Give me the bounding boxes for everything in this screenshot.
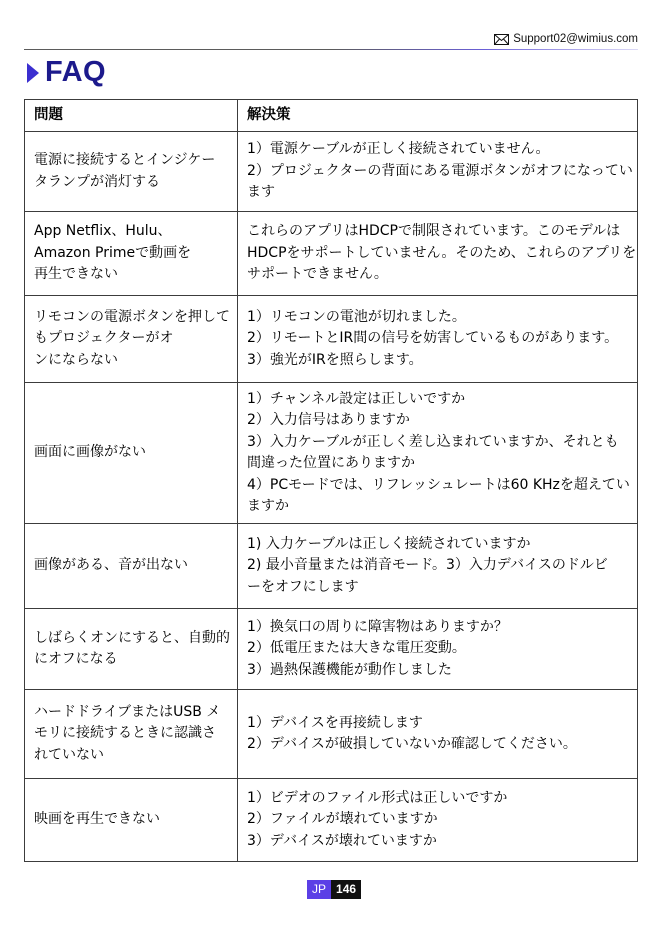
table-row <box>25 383 638 524</box>
problem-cell <box>25 524 238 609</box>
solution-line: 1）リモコンの電池が切れました。 <box>247 308 466 325</box>
solution-cell <box>238 609 638 690</box>
problem-line: ハードドライブまたはUSB メ <box>34 703 221 720</box>
solution-cell <box>238 212 638 296</box>
column-header-problem: 問題 <box>25 100 238 132</box>
triangle-right-icon <box>26 62 40 84</box>
problem-cell <box>25 132 238 212</box>
solution-line: 間違った位置にありますか <box>247 455 415 471</box>
problem-line: 画面に画像がない <box>34 444 146 461</box>
table-row <box>25 690 638 779</box>
solution-line: HDCPをサポートしていません。そのため、これらのアプリを <box>247 244 637 261</box>
problem-cell <box>25 296 238 383</box>
problem-line: 映画を再生できない <box>34 811 160 828</box>
solution-line: 4）PCモードでは、リフレッシュレートは60 KHzを超えてい <box>247 476 630 493</box>
problem-line: しばらくオンにすると、自動的 <box>34 629 230 646</box>
solution-line: 1) 入力ケーブルは正しく接続されていますか <box>247 535 531 552</box>
solution-line: 3）強光がIRを照らします。 <box>247 351 423 368</box>
solution-line: 1）電源ケーブルが正しく接続されていません。 <box>247 141 550 158</box>
problem-line: モリに接続するときに認識さ <box>34 725 216 742</box>
table-row <box>25 779 638 862</box>
page-title <box>26 56 106 89</box>
problem-cell <box>25 212 238 296</box>
faq-table <box>24 99 638 862</box>
solution-cell <box>238 383 638 524</box>
solution-line: 2）デバイスが破損していないか確認してください。 <box>247 736 577 752</box>
solution-line: これらのアプリはHDCPで制限されています。このモデルは <box>247 223 621 240</box>
problem-line: Amazon Primeで動画を <box>34 244 192 261</box>
solution-line: 1）デバイスを再接続します <box>247 714 423 731</box>
problem-cell <box>25 779 238 862</box>
table-row <box>25 524 638 609</box>
solution-line: 1）チャンネル設定は正しいですか <box>247 390 466 407</box>
solution-line: 1）換気口の周りに障害物はありますか？ <box>247 618 508 635</box>
page-language-label: JP <box>307 880 331 899</box>
solution-line: 2）リモートとIR間の信号を妨害しているものがあります。 <box>247 330 619 347</box>
problem-cell <box>25 690 238 779</box>
support-email: Support02@wimius.com <box>513 33 638 45</box>
solution-cell <box>238 296 638 383</box>
problem-cell <box>25 609 238 690</box>
solution-line: ますか <box>247 498 289 514</box>
page-number: 146 <box>331 880 361 899</box>
solution-cell <box>238 690 638 779</box>
solution-line: ます <box>247 184 275 201</box>
table-row <box>25 296 638 383</box>
solution-line: 1）ビデオのファイル形式は正しいですか <box>247 789 508 806</box>
solution-line: 3）入力ケーブルが正しく差し込まれていますか、それとも <box>247 433 619 450</box>
table-row <box>25 132 638 212</box>
solution-line: サポートできません。 <box>247 266 388 283</box>
solution-cell <box>238 524 638 609</box>
solution-line: 2）低電圧または大きな電圧変動。 <box>247 640 466 657</box>
problem-line: 電源に接続するとインジケー <box>34 152 216 168</box>
mail-icon <box>494 34 509 45</box>
problem-line: ンにならない <box>34 351 118 368</box>
solution-line: 2) 最小音量または消音モード。3）入力デバイスのドルビ <box>247 557 608 574</box>
solution-line: ーをオフにします <box>247 578 359 595</box>
faq-table-body <box>25 132 638 862</box>
problem-line: 画像がある、音が出ない <box>34 557 188 574</box>
solution-line: 2）入力信号はありますか <box>247 412 410 428</box>
solution-line: 2）ファイルが壊れていますか <box>247 811 438 828</box>
problem-line: App Netflix、Hulu、 <box>34 223 172 240</box>
problem-line: 再生できない <box>34 266 118 283</box>
problem-line: タランプが消灯する <box>34 173 160 190</box>
page-title-text: FAQ <box>45 56 107 88</box>
header-email <box>494 30 638 48</box>
problem-line: リモコンの電源ボタンを押して <box>34 308 230 325</box>
solution-cell <box>238 779 638 862</box>
table-row <box>25 212 638 296</box>
column-header-solution: 解決策 <box>238 100 638 132</box>
problem-cell <box>25 383 238 524</box>
solution-cell <box>238 132 638 212</box>
solution-line: 2）プロジェクターの背面にある電源ボタンがオフになってい <box>247 162 633 179</box>
table-header-row <box>25 100 638 132</box>
problem-line: にオフになる <box>34 651 118 667</box>
problem-line: れていない <box>34 746 104 763</box>
problem-line: もプロジェクターがオ <box>34 330 174 347</box>
table-row <box>25 609 638 690</box>
page-number-badge <box>307 880 361 899</box>
header-rule <box>24 49 638 50</box>
solution-line: 3）過熱保護機能が動作しました <box>247 661 452 678</box>
solution-line: 3）デバイスが壊れていますか <box>247 832 437 849</box>
